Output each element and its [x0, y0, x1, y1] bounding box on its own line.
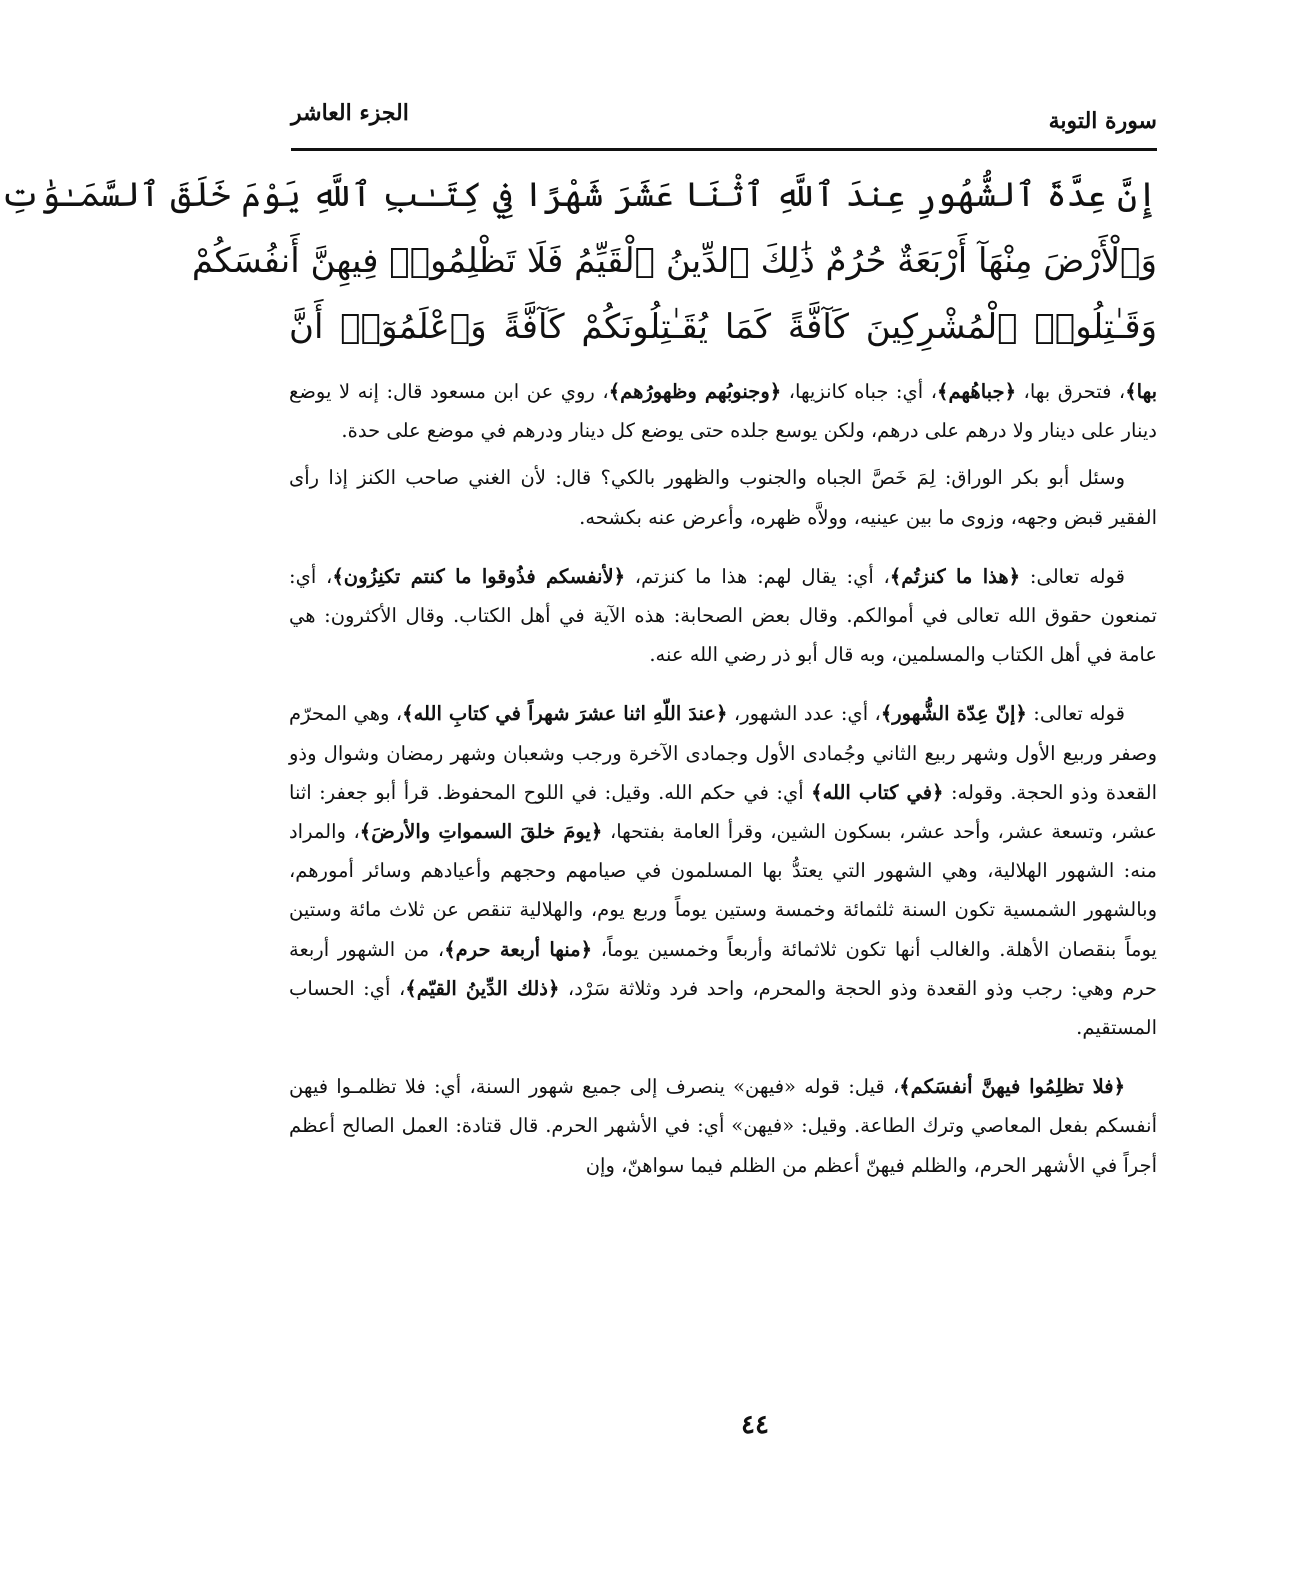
text-span: ، أي: عدد الشهور،	[727, 702, 881, 726]
quote-span: ﴿يومَ خلقَ السمواتِ والأرضَ﴾	[359, 820, 603, 844]
paragraph-4	[289, 694, 1157, 1047]
quote-span: ﴿لأنفسكم فذُوقوا ما كنتم تكنِزُون﴾	[332, 564, 625, 588]
text-span: ، أي: الحساب المستقيم.	[289, 976, 1157, 1040]
text-span: قوله تعالى:	[1026, 702, 1126, 726]
paragraph-1	[289, 372, 1157, 450]
paragraph-3	[289, 557, 1157, 675]
quote-span: ﴿ذلك الدِّينُ القيّم﴾	[405, 976, 560, 1000]
text-span: ، أي: يقال لهم: هذا ما كنزتم،	[625, 564, 890, 588]
text-span: ، قيل: قوله «فيهن» ينصرف إلى جميع شهور السنة، أي: فلا تظلمـوا فيهن أنفسكم بفعل المعاصي وترك الطاعة. وقيل: «فيهن» أي: في الأشهر الحرم. قال قتادة: العمل الصالح أعظم أجراً في الأشهر الحرم، والظلم فيهنّ أعظم من الظلم فيما سواهنّ، وإن	[289, 1075, 1157, 1177]
text-span: ، من الشهور أربعة حرم وهي: رجب وذو القعدة وذو الحجة والمحرم، واحد فرد وثلاثة سَرْد،	[289, 937, 1157, 1000]
quote-span: ﴿هذا ما كنزتُم﴾	[889, 564, 1021, 588]
quote-span: ﴿فلا تظلِمُوا فيهنَّ أنفسَكم﴾	[899, 1075, 1125, 1099]
text-span: ، أي: تمنعون حقوق الله تعالى في أموالكم. وقال بعض الصحابة: هذه الآية في أهل الكتاب. وقال الأكثرون: هي عامة في أهل الكتاب والمسلمين، وبه قال أبو ذر رضي الله عنه.	[289, 564, 1157, 667]
quran-verse-line: وَٱلْأَرْضَ مِنْهَآ أَرْبَعَةٌ حُرُمٌ ذَٰلِكَ ٱلدِّينُ ٱلْقَيِّمُ فَلَا تَظْلِمُوا۟ فِيهِنَّ أَنفُسَكُمْ	[191, 241, 1157, 281]
page-header	[291, 96, 1157, 136]
paragraph-2	[289, 458, 1157, 536]
quote-span: ﴿في كتاب الله﴾	[811, 780, 944, 804]
part-name: الجزء العاشر	[291, 100, 409, 126]
surah-name: سورة التوبة	[1048, 108, 1157, 134]
text-span: قوله تعالى:	[1020, 564, 1125, 588]
quran-verse-line: وَقَـٰتِلُوا۟ ٱلْمُشْرِكِينَ كَآفَّةً كَمَا يُقَـٰتِلُونَكُمْ كَآفَّةً وَٱعْلَمُوٓا۟ أَنَّ	[289, 307, 1157, 347]
text-span: ، والمراد منه: الشهور الهلالية، وهي الشهور التي يعتدُّ بها المسلمون في صيامهم وحجهم وأعيادهم وسائر أمورهم، وبالشهور الشمسية تكون السنة ثلثمائة وخمسة وستين يوماً وربع يوم، والهلالية تنقص عن ثلاث مائة وستين يوماً بنقصان الأهلة. والغالب أنها تكون ثلاثمائة وأربعاً وخمسين يوماً،	[289, 820, 1157, 961]
page-number: ٤٤	[741, 1410, 769, 1440]
text-span: ، روي عن ابن مسعود قال: إنه لا يوضع دينار على دينار ولا درهم على درهم، ولكن يوسع جلده حتى يوضع كل دينار ودرهم في موضع على حدة.	[289, 380, 1157, 443]
header-divider	[291, 148, 1157, 151]
quote-span: بها﴾	[1125, 380, 1158, 403]
text-span: ، أي: جباه كانزيها،	[781, 380, 938, 403]
quote-span: ﴿منها أربعة حرم﴾	[444, 937, 593, 961]
quote-span: ﴿إنّ عِدّة الشُّهور﴾	[880, 702, 1027, 726]
quran-verse-block	[0, 162, 1157, 360]
quran-verse-line: إِنَّ عِدَّةَ ٱلشُّهُورِ عِندَ ٱللَّهِ ٱثْنَا عَشَرَ شَهْرًا فِي كِتَـٰبِ ٱللَّهِ يَوْمَ خَلَقَ ٱلسَّمَـٰوَٰتِ	[0, 175, 1157, 215]
quote-span: ﴿وجنوبُهم وظهورُهم﴾	[608, 380, 782, 403]
commentary-body	[289, 372, 1157, 1185]
paragraph-5	[289, 1067, 1157, 1185]
text-span: ، فتحرق بها،	[1016, 380, 1126, 403]
text-span: أي: في حكم الله. وقيل: في اللوح المحفوظ. قرأ أبو جعفر: اثنا عشر، وتسعة عشر، وأحد عشر، بسكون الشين، وقرأ العامة بفتحها،	[289, 780, 1157, 844]
text-span: وسئل أبو بكر الوراق: لِمَ خَصَّ الجباه والجنوب والظهور بالكي؟ قال: لأن الغني صاحب الكنز إذا رأى الفقير قبض وجهه، وزوى ما بين عينيه، وولاَّه ظهره، وأعرض عنه بكشحه.	[289, 466, 1157, 529]
quote-span: ﴿جباهُهم﴾	[937, 380, 1016, 403]
quote-span: ﴿عندَ اللّهِ اثنا عشرَ شهراً في كتابِ الله﴾	[402, 702, 728, 726]
text-span: ، وهي المحرّم وصفر وربيع الأول وشهر ربيع الثاني وجُمادى الأول وجمادى الآخرة ورجب وشعبان وشهر رمضان وشوال وذو القعدة وذو الحجة. وقوله:	[289, 702, 1157, 804]
